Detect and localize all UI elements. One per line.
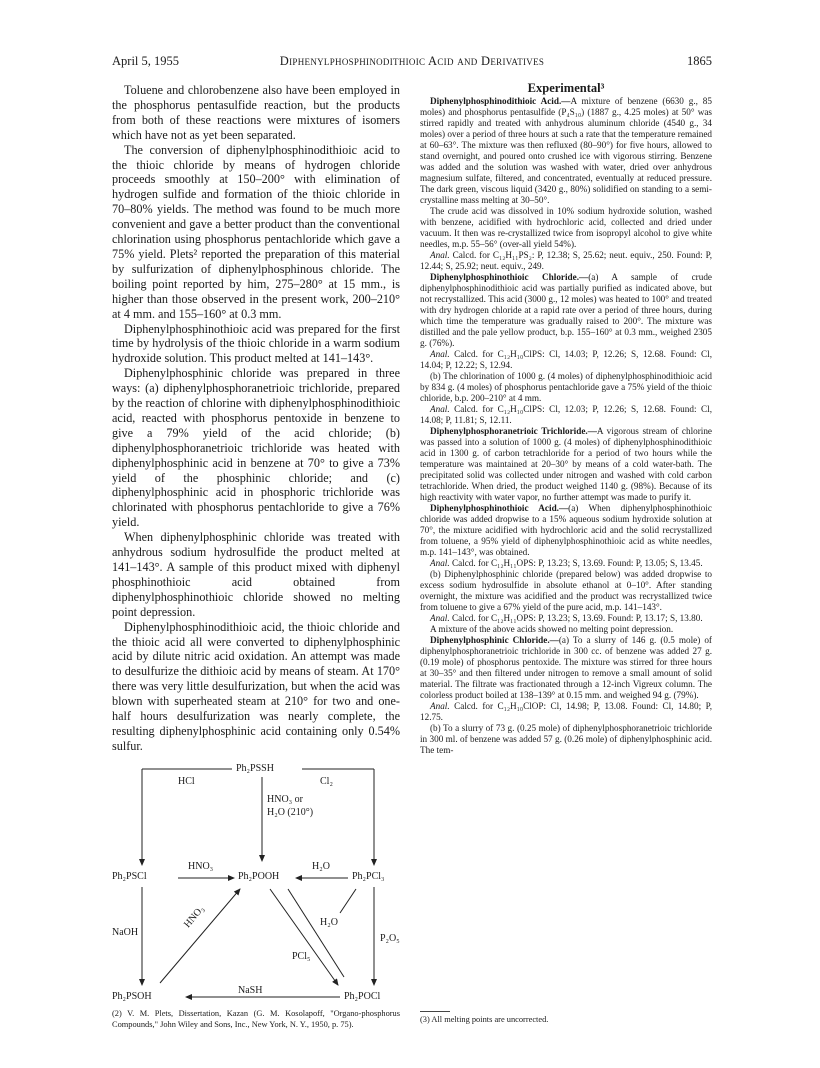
experimental-paragraph — [420, 404, 712, 426]
experimental-paragraph — [420, 701, 712, 723]
paragraph-text: (a) To a slurry of 146 g. (0.5 mole) of diphenylphosphoranetrioic trichloride in 300 cc. of benzene was added 27 g. (0.19 mole) of phosphorus pentoxide. The mixture was stirred for three hours at 30–35° and then filtered under nitrogen to remove a small amount of solid material. The filtrate was fractionated through a 12-inch Vigreux column. The colorless product boiled at 138–139° at 0.15 mm. and weighed 94 g. (79%). — [420, 635, 712, 700]
compound-heading: Diphenylphosphinothioic Chloride.— — [430, 272, 589, 282]
paragraph-text: A vigorous stream of chlorine was passed into a solution of 1000 g. (4 moles) of diphenylphosphinodithioic acid in 1300 g. of carbon tetrachloride for a period of two hours while the temperature was maintained at 20–30° by means of a cold water-bath. The precipitated solid was collected under nitrogen and washed with cold carbon tetrachloride. When dried, the product weighed 1140 g. (98%). Because of its high reactivity with water vapor, no further attempt was made to purify it. — [420, 426, 712, 502]
paragraph-text: (b) The chlorination of 1000 g. (4 moles) of diphenylphosphinodithioic acid by 834 g. (4 moles) of phosphorus pentachloride gave a 75% yield of the thioic chloride, b.p. 200–210° at 4 mm. — [420, 371, 712, 403]
experimental-paragraph — [420, 96, 712, 206]
compound-heading: Diphenylphosphoranetrioic Trichloride.— — [430, 426, 597, 436]
experimental-paragraph — [420, 723, 712, 756]
scheme-h2o-diag: H₂O — [320, 917, 338, 928]
footnote-2: (2) V. M. Plets, Dissertation, Kazan (G. M. Kosolapoff, "Organo-phosphorus Compounds," John Wiley and Sons, Inc., New York, N. Y., 1950, p. 75). — [112, 1009, 400, 1029]
header-date: April 5, 1955 — [112, 54, 180, 68]
analysis-label: Anal. — [430, 250, 450, 260]
experimental-paragraph — [420, 250, 712, 272]
experimental-paragraph — [420, 426, 712, 503]
paragraph-text: The crude acid was dissolved in 10% sodium hydroxide solution, washed with benzene, acidified with hydrochloric acid, collected and dried under vacuum. It then was re-crystallized twice from isopropyl alcohol to give white needles, m.p. 55–56° (over-all yield 54%). — [420, 206, 712, 249]
analysis-label: Anal. — [430, 558, 450, 568]
scheme-ph2psoh: Ph₂PSOH — [112, 991, 152, 1002]
body-paragraph: When diphenylphosphinic chloride was treated with anhydrous sodium hydrosulfide the product melted at 141–143°. A sample of this product mixed with diphenyl phosphinothioic acid obtained from diphenylphosphinothioic chloride showed no melting point depression. — [112, 530, 400, 619]
page-header — [112, 54, 712, 72]
paragraph-text: Calcd. for C₁₂H₁₁OPS: P, 13.23; S, 13.69. Found: P, 13.05; S, 13.45. — [449, 558, 703, 568]
analysis-label: Anal. — [430, 613, 450, 623]
experimental-paragraph — [420, 624, 712, 635]
scheme-naoh: NaOH — [112, 927, 139, 938]
scheme-hno3-or: HNO₃ or — [267, 794, 303, 805]
paragraph-text: (a) A sample of crude diphenylphosphinodithioic acid was partially purified as indicated above, but not recrystallized. This acid (3000 g., 12 moles) was heated to 100° and treated with dry hydrogen chloride at a rapid rate over a period of three hours, during which time the temperature was gradually raised to 200°. The mixture was distilled and the pale yellow product, b.p. 155–160° at 0.3 mm., weighed 2305 g. (76%). — [420, 272, 712, 348]
reaction-arrows — [112, 763, 400, 1009]
paragraph-text: (a) When diphenylphosphinothioic chloride was added dropwise to a 15% aqueous sodium hydroxide solution at 70°, the mixture acidified with hydrochloric acid and the solid recrystallized from toluene, a 95% yield of diphenylphosphinothioic acid as white needles, m.p. 141–143°, was obtained. — [420, 503, 713, 557]
paragraph-text: Calcd. for C₁₂H₁₀ClOP: Cl, 14.98; P, 13.08. Found: Cl, 14.80; P, 12.75. — [420, 701, 712, 722]
body-paragraph: The conversion of diphenylphosphinodithioic acid to the thioic chloride by means of hydrogen chloride proceeds smoothly at 150–200° with elimination of hydrogen sulfide and formation of the thioic chloride in 70–80% yields. The method was found to be much more convenient and gave a better product than the conventional chlorination using phosphorus pentachloride which gave a 75% yield. Plets² reported the preparation of this material by sulfurization of diphenylphosphinous chloride. The boiling point reported by him, 275–280° at 15 mm., is higher than those observed in the present work, 200–210° at 4 mm. and 155–160° at 0.3 mm. — [112, 142, 400, 321]
running-title: Diphenylphosphinodithioic Acid and Derivatives — [279, 54, 545, 68]
scheme-ph2pcl3: Ph₂PCl₃ — [352, 871, 385, 882]
scheme-h2o-top: H₂O — [312, 861, 330, 872]
paragraph-text: Calcd. for C₁₂H₁₀ClPS: Cl, 12.03; P, 12.26; S, 12.68. Found: Cl, 14.08; P, 11.81; S, 12.11. — [420, 404, 712, 425]
scheme-nash: NaSH — [238, 985, 263, 996]
scheme-hcl: HCl — [178, 776, 195, 787]
body-paragraph: Diphenylphosphinothioic acid was prepared for the first time by hydrolysis of the thioic chloride in a warm sodium hydroxide solution. This product melted at 141–143°. — [112, 321, 400, 366]
experimental-paragraph — [420, 349, 712, 371]
experimental-paragraph — [420, 371, 712, 404]
experimental-paragraph — [420, 272, 712, 349]
paragraph-text: Calcd. for C₁₂H₁₁PS₂: P, 12.38; S, 25.62; neut. equiv., 250. Found: P, 12.44; S, 25.92; neut. equiv., 249. — [420, 250, 712, 271]
body-paragraph: Toluene and chlorobenzene also have been employed in the phosphorus pentasulfide reaction, but the products from both of these reactions were mixtures of isomers which have not as yet been separated. — [112, 83, 400, 142]
scheme-hno3-mid: HNO₃ — [188, 861, 214, 872]
scheme-cl2: Cl₂ — [320, 776, 333, 787]
right-column — [420, 83, 712, 756]
page-number: 1865 — [687, 54, 712, 68]
experimental-body — [420, 96, 712, 756]
experimental-paragraph — [420, 635, 712, 701]
scheme-hno3-diag: HNO₃ — [182, 903, 207, 931]
analysis-label: Anal. — [430, 701, 450, 711]
experimental-paragraph — [420, 613, 712, 624]
paragraph-text: Calcd. for C₁₂H₁₀ClPS: Cl, 14.03; P, 12.26; S, 12.68. Found: Cl, 14.04; P, 12.22; S, 12.94. — [420, 349, 712, 370]
scheme-ph2pocl: Ph₂POCl — [344, 991, 381, 1002]
body-paragraph: Diphenylphosphinodithioic acid, the thioic chloride and the thioic acid all were converted to diphenylphosphinic acid by dilute nitric acid oxidation. An attempt was made to desulfurize the dithioic acid by means of steam. At 170° there was very little desulfurization, but when the acid was blown with superheated steam at 210° for two and one-half hours desulfurization was nearly complete, the resulting diphenylphosphinic acid containing only 0.54% sulfur. — [112, 619, 400, 753]
experimental-heading: Experimental³ — [527, 81, 605, 95]
left-column — [112, 83, 400, 754]
analysis-label: Anal. — [430, 404, 450, 414]
experimental-paragraph — [420, 206, 712, 250]
paragraph-text: A mixture of benzene (6630 g., 85 moles) and phosphorus pentasulfide (P₄S₁₀) (1887 g., 4.25 moles) at 50° was stirred rapidly and treated with anhydrous aluminum chloride (4540 g., 34 moles) over a period of three hours at such a rate that the temperature remained at 60–63°. The mixture was then refluxed (80–90°) for five hours, allowed to stand overnight, and poured onto crushed ice with vigorous stirring. Benzene was added and the solution was washed with water, dried over anhydrous magnesium sulfate, filtered, and concentrated, eventually at reduced pressure. The dark green, viscous liquid (3420 g., 80%) solidified on standing to a semi-crystalline mass melting at 30–50°. — [420, 96, 712, 205]
reaction-scheme — [112, 763, 400, 1009]
paragraph-text: (b) To a slurry of 73 g. (0.25 mole) of diphenylphosphoranetrioic trichloride in 300 ml. of benzene was added 57 g. (0.26 mole) of diphenylphosphinic acid. The tem- — [420, 723, 712, 755]
experimental-paragraph — [420, 569, 712, 613]
scheme-ph2pooh: Ph₂POOH — [238, 871, 280, 882]
scheme-ph2pscl: Ph₂PSCl — [112, 871, 147, 882]
experimental-paragraph — [420, 558, 712, 569]
experimental-paragraph — [420, 503, 712, 558]
compound-heading: Diphenylphosphinothioic Acid.— — [430, 503, 569, 513]
scheme-p2o5: P₂O₅ — [380, 933, 400, 944]
paragraph-text: A mixture of the above acids showed no melting point depression. — [430, 624, 674, 634]
scheme-h2o-210: H₂O (210°) — [267, 807, 314, 818]
scheme-ph2pssh: Ph₂PSSH — [236, 763, 274, 774]
analysis-label: Anal. — [430, 349, 450, 359]
scheme-pcl5: PCl₅ — [292, 951, 311, 962]
body-paragraph: Diphenylphosphinic chloride was prepared in three ways: (a) diphenylphosphoranetrioic trichloride, prepared by the reaction of chlorine with diphenylphosphinodithioic acid, reacted with phosphorus pentoxide in benzene to give a 79% yield of the acid chloride; (b) diphenylphosphoranetrioic trichloride was heated with diphenylphosphinic acid in benzene at 70° to give a 73% yield of the phosphinic chloride; and (c) diphenylphosphinic acid in phosphoric trichloride was chlorinated with phosphorus pentachloride to give a 76% yield. — [112, 366, 400, 530]
paragraph-text: Calcd. for C₁₂H₁₁OPS: P, 13.23; S, 13.69. Found: P, 13.17; S, 13.80. — [449, 613, 703, 623]
footnote-rule — [420, 1011, 450, 1012]
compound-heading: Diphenylphosphinodithioic Acid.— — [430, 96, 571, 106]
compound-heading: Diphenylphosphinic Chloride.— — [430, 635, 559, 645]
paragraph-text: (b) Diphenylphosphinic chloride (prepared below) was added dropwise to excess sodium hydrosulfide in absolute ethanol at 0–10°. After standing overnight, the mixture was acidified and the product was recrystallized twice from toluene to give a 67% yield of the pure acid, m.p. 141–143°. — [420, 569, 712, 612]
footnote-3: (3) All melting points are uncorrected. — [420, 1015, 549, 1024]
